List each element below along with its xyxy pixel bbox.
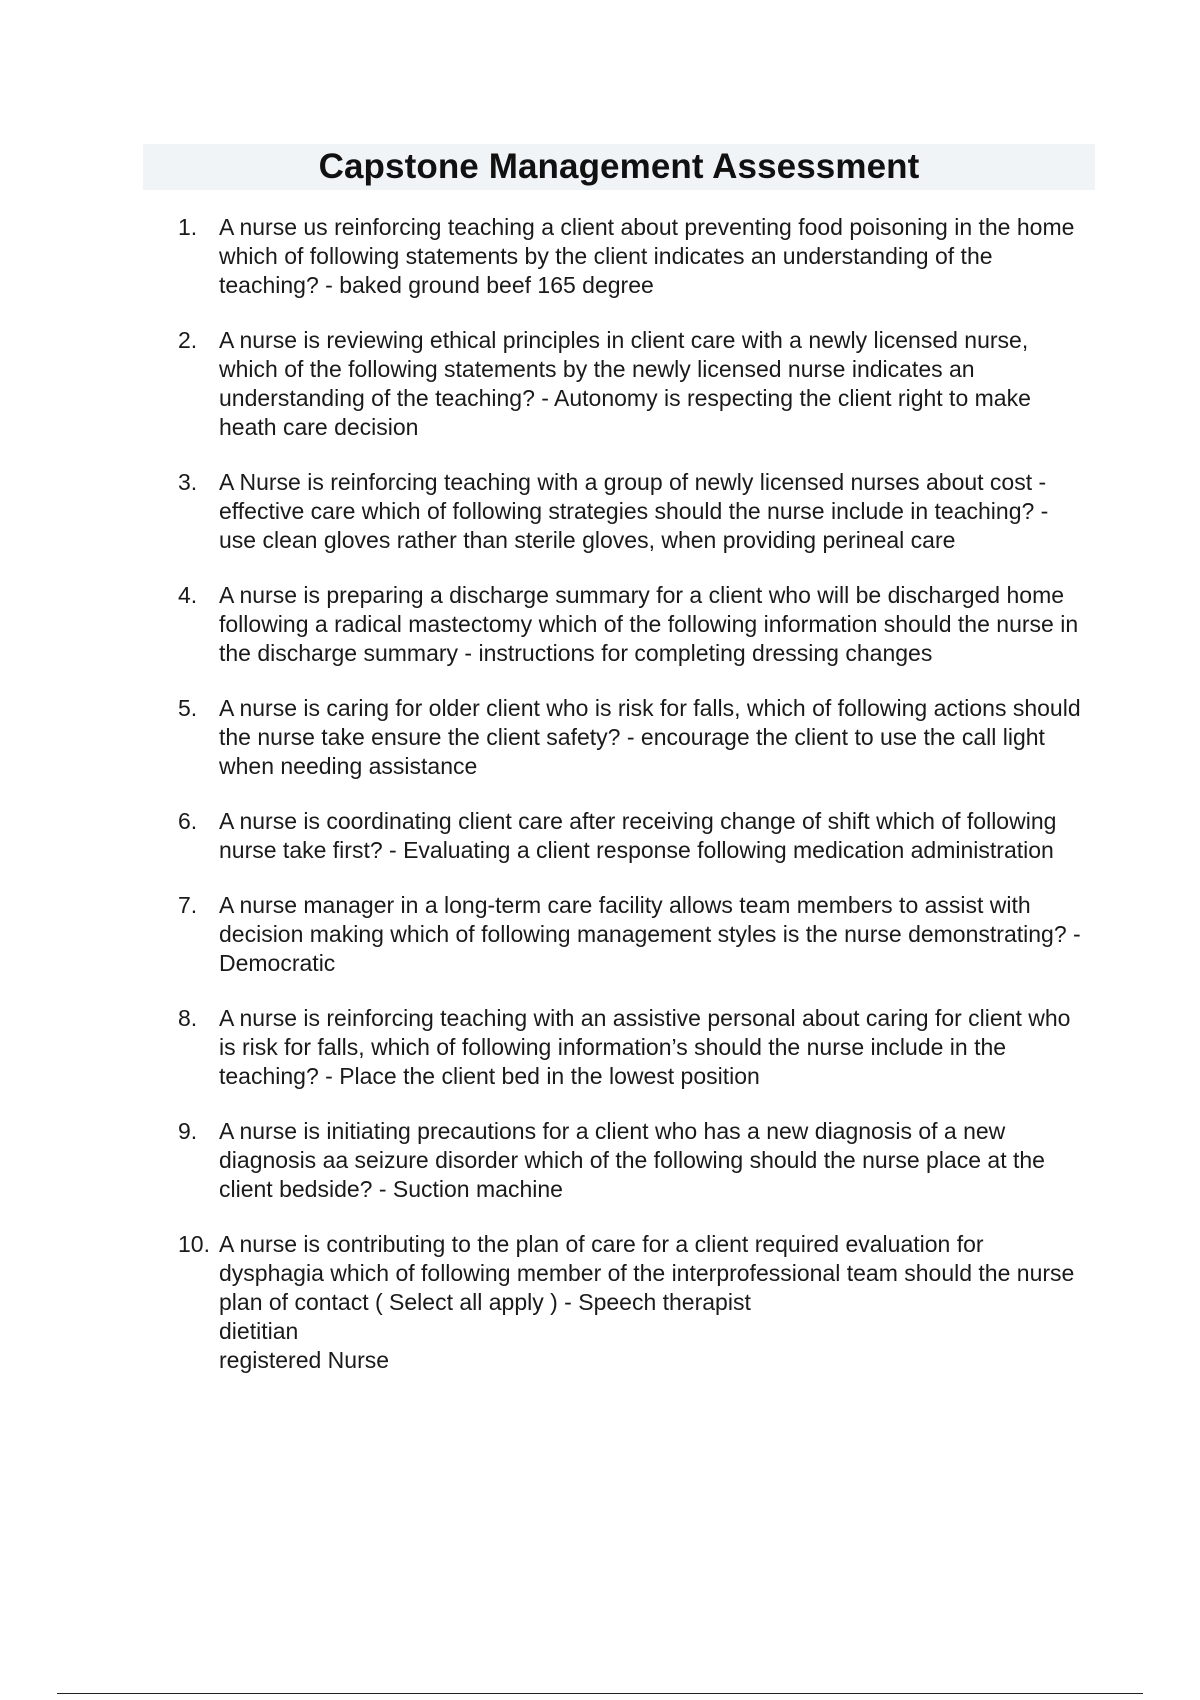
footer-divider bbox=[57, 1693, 1143, 1694]
question-body bbox=[219, 1117, 1090, 1204]
question-list bbox=[178, 213, 1090, 1401]
question-text: A nurse is preparing a discharge summary for a client who will be discharged home following a radical mastectomy which of the following information should the nurse in the discharge summary - instructions for completing dressing changes bbox=[219, 582, 1079, 666]
question-number: 2. bbox=[178, 327, 198, 353]
question-body bbox=[219, 581, 1090, 668]
question-text: A nurse us reinforcing teaching a client about preventing food poisoning in the home which of following statements by the client indicates an understanding of the teaching? - baked ground beef 165 degree bbox=[219, 214, 1075, 298]
question-number: 5. bbox=[178, 695, 198, 721]
question-item bbox=[178, 468, 1090, 555]
question-item bbox=[178, 581, 1090, 668]
question-body bbox=[219, 807, 1090, 865]
question-text: A nurse is contributing to the plan of care for a client required evaluation for dysphagia which of following member of the interprofessional team should the nurse plan of contact ( Select all apply ) - Speech therapist bbox=[219, 1231, 1075, 1315]
question-body bbox=[219, 213, 1090, 300]
question-item bbox=[178, 1230, 1090, 1375]
question-body bbox=[219, 694, 1090, 781]
question-text: A nurse manager in a long-term care facility allows team members to assist with decision making which of following management styles is the nurse demonstrating? - Democratic bbox=[219, 892, 1081, 976]
answer-extra-line: dietitian bbox=[219, 1318, 299, 1344]
question-item bbox=[178, 1117, 1090, 1204]
question-body bbox=[219, 326, 1090, 442]
question-number: 7. bbox=[178, 892, 198, 918]
question-item bbox=[178, 694, 1090, 781]
question-text: A nurse is initiating precautions for a client who has a new diagnosis of a new diagnosis aa seizure disorder which of the following should the nurse place at the client bedside? - Suction machine bbox=[219, 1118, 1045, 1202]
question-number: 6. bbox=[178, 808, 198, 834]
question-number: 10. bbox=[178, 1231, 210, 1257]
question-item bbox=[178, 891, 1090, 978]
title-band bbox=[143, 144, 1095, 190]
question-item bbox=[178, 326, 1090, 442]
question-body bbox=[219, 1004, 1090, 1091]
question-number: 1. bbox=[178, 214, 198, 240]
question-item bbox=[178, 807, 1090, 865]
question-text: A Nurse is reinforcing teaching with a group of newly licensed nurses about cost -effective care which of following strategies should the nurse include in teaching? - use clean gloves rather than sterile gloves, when providing perineal care bbox=[219, 469, 1049, 553]
question-text: A nurse is reinforcing teaching with an assistive personal about caring for client who is risk for falls, which of following information’s should the nurse include in the teaching? - Place the client bed in the lowest position bbox=[219, 1005, 1071, 1089]
question-item bbox=[178, 1004, 1090, 1091]
question-body bbox=[219, 1230, 1090, 1375]
question-text: A nurse is reviewing ethical principles in client care with a newly licensed nurse, which of the following statements by the newly licensed nurse indicates an understanding of the teaching? - Autonomy is respecting the client right to make heath care decision bbox=[219, 327, 1031, 440]
question-item bbox=[178, 213, 1090, 300]
question-body bbox=[219, 468, 1090, 555]
question-number: 4. bbox=[178, 582, 198, 608]
question-number: 8. bbox=[178, 1005, 198, 1031]
question-body bbox=[219, 891, 1090, 978]
question-number: 3. bbox=[178, 469, 198, 495]
answer-extra-line: registered Nurse bbox=[219, 1347, 390, 1373]
question-text: A nurse is caring for older client who is risk for falls, which of following actions should the nurse take ensure the client safety? - encourage the client to use the call light when needing assistance bbox=[219, 695, 1081, 779]
question-number: 9. bbox=[178, 1118, 198, 1144]
page-title: Capstone Management Assessment bbox=[318, 147, 920, 186]
question-text: A nurse is coordinating client care after receiving change of shift which of following nurse take first? - Evaluating a client response following medication administration bbox=[219, 808, 1057, 863]
